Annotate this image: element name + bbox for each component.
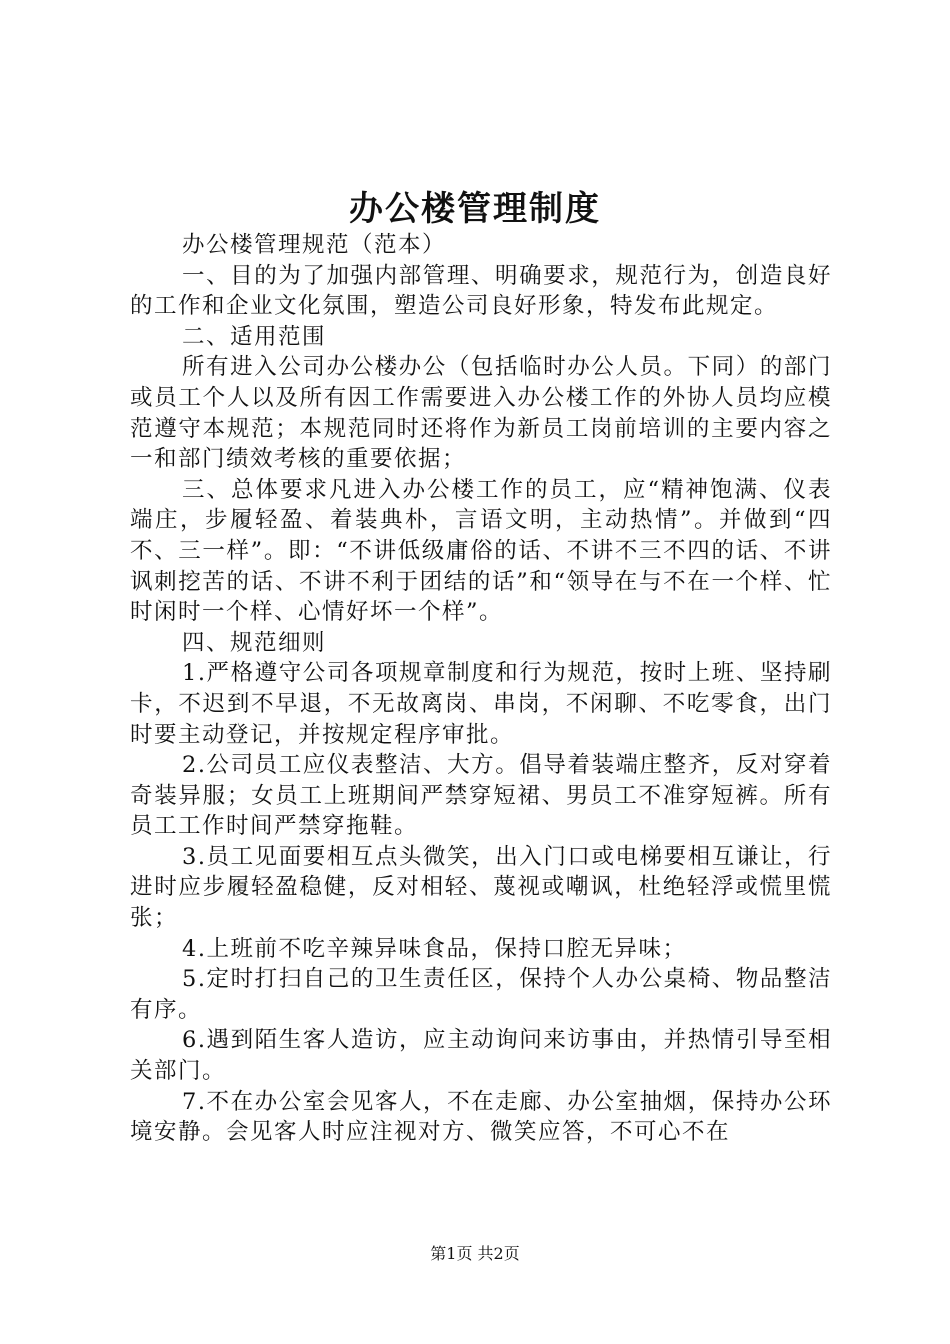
paragraph: 所有进入公司办公楼办公（包括临时办公人员。下同）的部门或员工个人以及所有因工作需要进入办公楼工作的外协人员均应模范遵守本规范；本规范同时还将作为新员工岗前培训的主要内容之一和部门绩效考核的重要依据； [130,354,832,473]
paragraph: 二、适用范围 [182,323,327,350]
paragraph: 5.定时打扫自己的卫生责任区，保持个人办公桌椅、物品整洁有序。 [130,966,832,1023]
paragraph: 3.员工见面要相互点头微笑，出入门口或电梯要相互谦让，行进时应步履轻盈稳健，反对相轻、蔑视或嘲讽，杜绝轻浮或慌里慌张； [130,843,832,932]
document-title: 办公楼管理制度 [349,189,601,229]
paragraph: 2.公司员工应仪表整洁、大方。倡导着装端庄整齐，反对穿着奇装异服；女员工上班期间严禁穿短裙、男员工不准穿短裤。所有员工工作时间严禁穿拖鞋。 [130,752,832,840]
paragraph: 6.遇到陌生客人造访，应主动询问来访事由，并热情引导至相关部门。 [130,1027,832,1085]
paragraph: 1.严格遵守公司各项规章制度和行为规范，按时上班、坚持刷卡，不迟到不早退，不无故离岗、串岗，不闲聊、不吃零食，出门时要主动登记，并按规定程序审批。 [130,660,832,748]
paragraph: 4.上班前不吃辛辣异味食品，保持口腔无异味； [182,935,687,962]
paragraph: 7.不在办公室会见客人，不在走廊、办公室抽烟，保持办公环境安静。会见客人时应注视对方、微笑应答，不可心不在 [130,1088,832,1146]
paragraph: 一、目的为了加强内部管理、明确要求，规范行为，创造良好的工作和企业文化氛围，塑造公司良好形象，特发布此规定。 [130,262,832,320]
document-body [130,230,832,1148]
paragraph: 三、总体要求凡进入办公楼工作的员工，应“精神饱满、仪表端庄，步履轻盈、着装典朴，言语文明，主动热情”。并做到“四不、三一样”。即：“不讲低级庸俗的话、不讲不三不四的话、不讲讽刺挖苦的话、不讲不利于团结的话”和“领导在与不在一个样、忙时闲时一个样、心情好坏一个样”。 [130,476,832,626]
page-footer: 第1页 共2页 [430,1244,520,1263]
paragraph: 办公楼管理规范（范本） [182,232,447,258]
paragraph: 四、规范细则 [182,629,327,656]
